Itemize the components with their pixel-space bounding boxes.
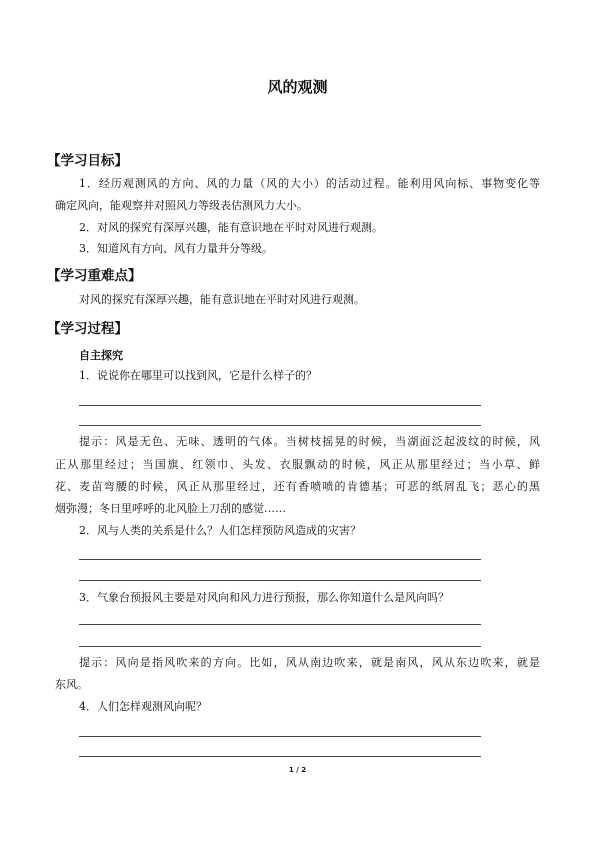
answer-line-3b [79, 646, 481, 647]
hint-1-line-3: 花、麦苗弯腰的时候，风正从那里经过，还有香喷喷的肯德基；可恶的纸屑乱飞；恶心的黑 [55, 480, 540, 493]
page-number: 1 / 2 [288, 766, 307, 774]
hint-3-line-2: 东风。 [55, 678, 88, 691]
hint-1-line-2: 正从那里经过；当国旗、红领巾、头发、衣服飘动的时候，风正从那里经过；当小草、鲜 [55, 458, 540, 471]
section-heading-process: 【学习过程】 [47, 321, 128, 337]
hint-1-line-1: 提示：风是无色、无味、透明的气体。当树枝摇晃的时候，当湖面泛起波纹的时候，风 [79, 435, 540, 448]
answer-line-4a [79, 736, 481, 737]
question-1: 1．说说你在哪里可以找到风，它是什么样子的？ [79, 369, 317, 382]
hint-3-line-1: 提示：风向是指风吹来的方向。比如，风从南边吹来，就是南风，风从东边吹来，就是 [79, 656, 540, 669]
goal-line-4: 3．知道风有方向、风有力量并分等级。 [79, 242, 273, 255]
answer-line-1b [79, 425, 481, 426]
section-heading-key-points: 【学习重难点】 [47, 268, 142, 284]
page-title: 风的观测 [267, 78, 328, 96]
answer-line-1a [79, 405, 481, 406]
goal-line-2: 确定风向，能观察并对照风力等级表估测风力大小。 [55, 199, 308, 212]
subheading-self-inquiry: 自主探究 [79, 349, 123, 362]
goal-line-3: 2．对风的探究有深厚兴趣，能有意识地在平时对风进行观测。 [79, 221, 383, 234]
key-points-text: 对风的探究有深厚兴趣，能有意识地在平时对风进行观测。 [79, 293, 365, 306]
question-2: 2．风与人类的关系是什么？人们怎样预防风造成的灾害？ [79, 524, 361, 537]
goal-line-1: 1．经历观测风的方向、风的力量（风的大小）的活动过程。能利用风向标、事物变化等 [79, 177, 540, 190]
answer-line-2b [79, 580, 481, 581]
question-4: 4．人们怎样观测风向呢？ [79, 700, 207, 713]
answer-line-2a [79, 559, 481, 560]
section-heading-goals: 【学习目标】 [47, 153, 128, 169]
hint-1-line-4: 烟弥漫；冬日里呼呼的北风脸上刀刮的感觉…… [55, 502, 286, 515]
answer-line-4b [79, 756, 481, 757]
answer-line-3a [79, 624, 481, 625]
question-3: 3．气象台预报风主要是对风向和风力进行预报，那么你知道什么是风向吗？ [79, 591, 449, 604]
